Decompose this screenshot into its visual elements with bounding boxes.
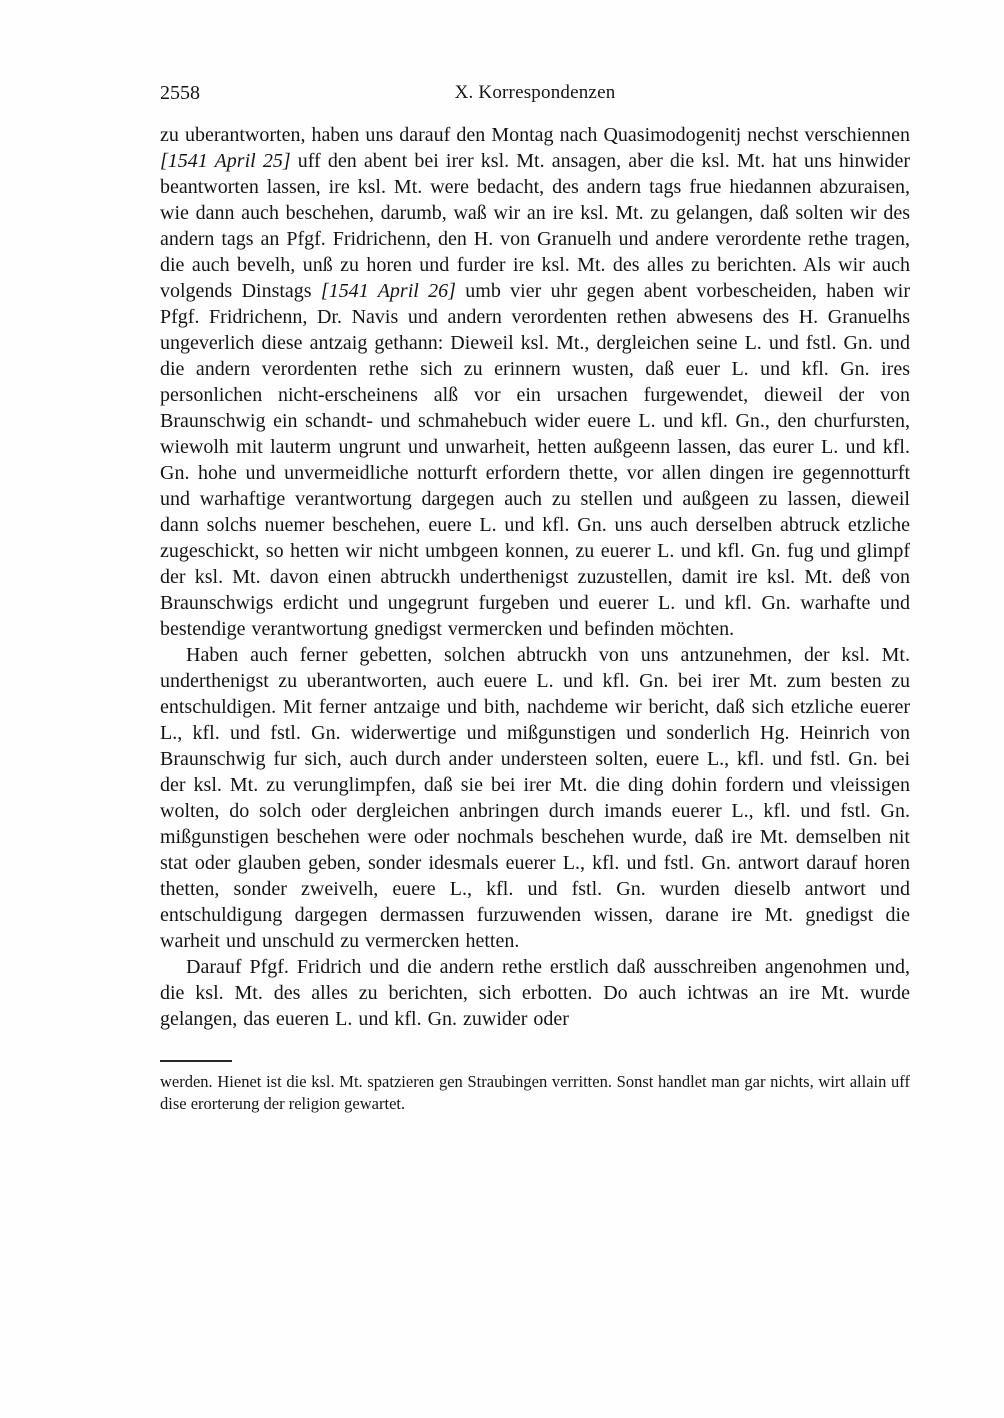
paragraph — [160, 642, 910, 954]
footnote-separator — [160, 1060, 232, 1062]
paragraph — [160, 954, 910, 1032]
text-segment: zu uberantworten, haben uns darauf den Montag nach Quasimodogenitj nechst verschiennen — [160, 124, 910, 146]
date-annotation: [1541 April 25] — [160, 150, 291, 172]
text-segment: umb vier uhr gegen abent vorbescheiden, haben wir Pfgf. Fridrichenn, Dr. Navis und andern verordenten rethen abwesens des H. Granuelhs ungeverlich diese antzaig gethann: Dieweil ksl. Mt., dergleichen seine L. und fstl. Gn. und die andern verordenten rethe sich zu erinnern wusten, daß euer L. und kfl. Gn. ires personlichen nicht-erscheinens alß vor ein ursachen furgewendet, dieweil der von Braunschwig ein schandt- und schmahebuch wider euere L. und kfl. Gn., den churfursten, wiewolh mit lauterm ungrunt und unwarheit, hetten außgeenn lassen, das eurer L. und kfl. Gn. hohe und unvermeidliche notturft erfordern thette, vor allen dingen ire gegennotturft und warhaftige verantwortung dargegen auch zu stellen und außgeen zu lassen, dieweil dann solchs nuemer beschehen, euere L. und kfl. Gn. uns auch derselben abtruck etzliche zugeschickt, so hetten wir nicht umbgeen konnen, zu euerer L. und kfl. Gn. fug und glimpf der ksl. Mt. davon einen abtruckh underthenigst zuzustellen, damit ire ksl. Mt. deß von Braunschwigs erdicht und ungegrunt furgeben und euerer L. und kfl. Gn. warhafte und bestendige verantwortung gnedigst vermercken und befinden möchten. — [160, 280, 911, 640]
text-segment: uff den abent bei irer ksl. Mt. ansagen, aber die ksl. Mt. hat uns hinwider beantworten lassen, ire ksl. Mt. were bedacht, des andern tags frue hiedannen abzuraisen, wie dann auch beschehen, darumb, waß wir an ire ksl. Mt. zu gelangen, daß solten wir des andern tags an Pfgf. Fridrichenn, den H. von Granuelh und andere verordente rethe tragen, die auch bevelh, unß zu horen und furder ire ksl. Mt. des alles zu berichten. Als wir auch volgends Dinstags — [160, 150, 910, 302]
text-segment: Darauf Pfgf. Fridrich und die andern rethe erstlich daß ausschreiben angenohmen und, die ksl. Mt. des alles zu berichten, sich erbotten. Do auch ichtwas an ire Mt. wurde gelangen, das eueren L. und kfl. Gn. zuwider oder — [160, 956, 910, 1030]
running-header-title: X. Korrespondenzen — [454, 82, 616, 103]
text-segment: Haben auch ferner gebetten, solchen abtruckh von uns antzunehmen, der ksl. Mt. underthenigst zu uberantworten, auch euere L. und kfl. Gn. bei irer Mt. zum besten zu entschuldigen. Mit ferner antzaige und bith, nachdeme wir bericht, daß sich etzliche euerer L., kfl. und fstl. Gn. widerwertige und mißgunstigen und sonderlich Hg. Heinrich von Braunschwig fur sich, auch durch ander understeen solten, euere L., kfl. und fstl. Gn. bei der ksl. Mt. zu verunglimpfen, daß sie bei irer Mt. die ding dohin fordern und vleissigen wolten, do solch oder dergleichen anbringen durch imands euerer L., kfl. und fstl. Gn. mißgunstigen beschehen were oder nochmals beschehen wurde, daß ire Mt. demselben nit stat oder glauben geben, sonder idesmals euerer L., kfl. und fstl. Gn. antwort darauf horen thetten, sonder zweivelh, euere L., kfl. und fstl. Gn. wurden dieselb antwort und entschuldigung dargegen dermassen furzuwenden wissen, darane ire Mt. gnedigst die warheit und unschuld zu vermercken hetten. — [160, 644, 910, 952]
page-number: 2558 — [160, 82, 200, 104]
date-annotation: [1541 April 26] — [320, 280, 456, 302]
body-text — [160, 122, 910, 1032]
paragraph — [160, 122, 910, 642]
footnote-text: werden. Hienet ist die ksl. Mt. spatzieren gen Straubingen verritten. Sonst handlet man gar nichts, wirt allain uff dise erorterung der religion gewartet. — [160, 1072, 910, 1113]
running-header — [160, 82, 910, 110]
